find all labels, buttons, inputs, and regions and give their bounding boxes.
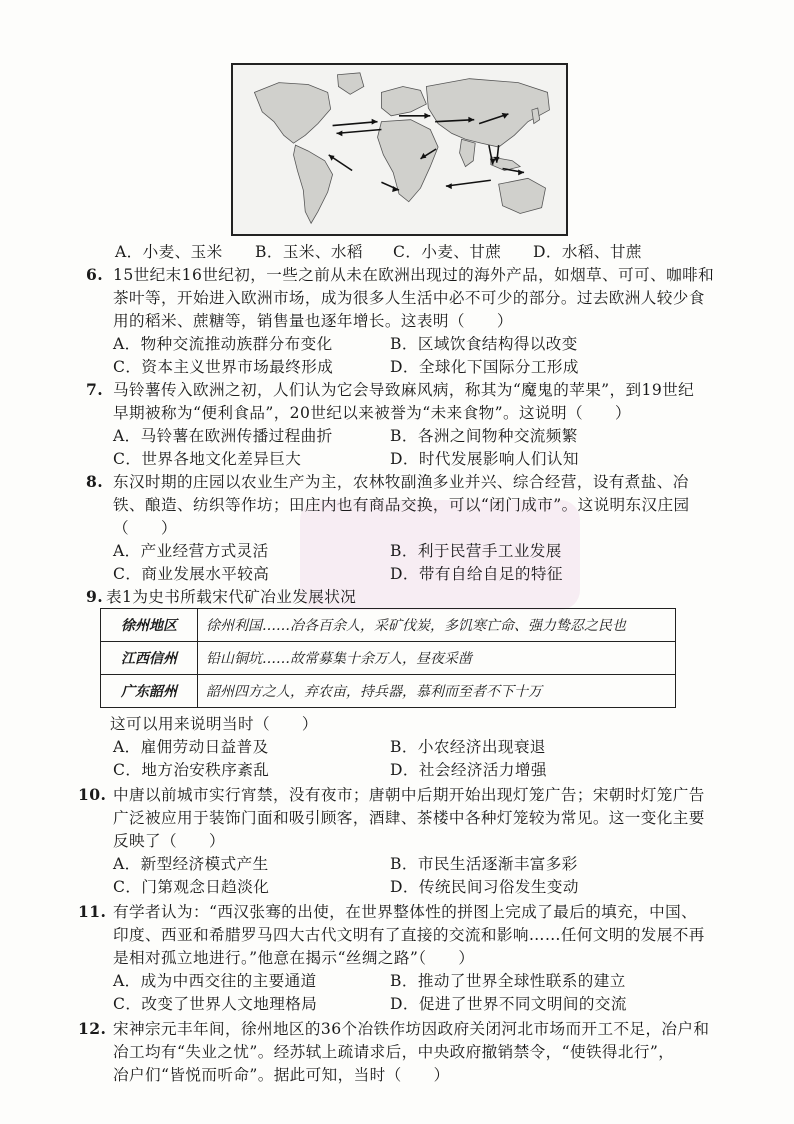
q11-option-c[interactable]: C．改变了世界人文地理格局 [113,995,318,1013]
q9-option-a[interactable]: A．雇佣劳动日益普及 [113,738,269,756]
table-cell-place: 江西信州 [101,642,198,675]
q10-line-1: 中唐以前城市实行宵禁，没有夜市；唐朝中后期开始出现灯笼广告；宋朝时灯笼广告 [113,786,705,804]
q12-line-1: 宋神宗元丰年间，徐州地区的36个冶铁作坊因政府关闭河北市场而开工不足，冶户和 [113,1020,710,1038]
q11-option-b[interactable]: B．推动了世界全球性联系的建立 [390,972,626,990]
q12-line-2: 冶工均有“失业之忧”。经苏轼上疏请求后，中央政府撤销禁令，“使铁得北行”， [113,1043,675,1061]
q9-option-c[interactable]: C．地方治安秩序紊乱 [113,761,270,779]
q10-line-3: 反映了（ ） [113,832,225,850]
table-row [101,609,676,642]
q9-source-table [100,608,676,708]
q7-line-2: 早期被称为“便利食品”，20世纪以来被誉为“未来食物”。这说明（ ） [113,404,631,422]
q8-line-1: 东汉时期的庄园以农业生产为主，农林牧副渔多业并兴、综合经营，设有煮盐、冶 [113,473,689,491]
q8-line-3: （ ） [113,519,177,537]
q10-option-b[interactable]: B．市民生活逐渐丰富多彩 [390,855,578,873]
world-map-figure [231,63,568,236]
q11-option-d[interactable]: D．促进了世界不同文明间的交流 [390,995,627,1013]
q8-number: 8. [86,472,104,491]
q6-number: 6. [86,265,104,284]
q7-line-1: 马铃薯传入欧洲之初，人们认为它会导致麻风病，称其为“魔鬼的苹果”，到19世纪 [113,381,695,399]
q5-option-b[interactable]: B．玉米、水稻 [255,243,363,261]
table-cell-place: 广东韶州 [101,675,198,708]
table-cell-text: 徐州利国……冶各百余人，采矿伐炭，多饥寒亡命、强力鸷忍之民也 [198,609,676,642]
q9-option-d[interactable]: D．社会经济活力增强 [390,761,547,779]
q6-option-b[interactable]: B．区域饮食结构得以改变 [390,335,578,353]
q11-line-1: 有学者认为：“西汉张骞的出使，在世界整体性的拼图上完成了最后的填充，中国、 [113,903,698,921]
q7-option-c[interactable]: C．世界各地文化差异巨大 [113,450,302,468]
q6-option-d[interactable]: D．全球化下国际分工形成 [390,358,579,376]
q7-number: 7. [86,380,104,399]
q6-line-2: 茶叶等，开始进入欧洲市场，成为很多人生活中必不可少的部分。过去欧洲人较少食 [113,289,705,307]
q10-option-c[interactable]: C．门第观念日趋淡化 [113,878,270,896]
table-row [101,642,676,675]
q11-line-2: 印度、西亚和希腊罗马四大古代文明有了直接的交流和影响……任何文明的发展不再 [113,926,705,944]
q10-line-2: 广泛被应用于装饰门面和吸引顾客，酒肆、茶楼中各种灯笼较为常见。这一变化主要 [113,809,705,827]
table-row [101,675,676,708]
q5-option-c[interactable]: C．小麦、甘蔗 [393,243,502,261]
q11-option-a[interactable]: A．成为中西交往的主要通道 [113,972,317,990]
q9-option-b[interactable]: B．小农经济出现衰退 [390,738,546,756]
q12-line-3: 冶户们“皆悦而听命”。据此可知，当时（ ） [113,1066,450,1084]
q6-option-a[interactable]: A．物种交流推动族群分布变化 [113,335,333,353]
q9-intro: 表1为史书所载宋代矿冶业发展状况 [106,588,357,606]
table-cell-text: 铅山铜坑……故常募集十余万人，昼夜采凿 [198,642,676,675]
q8-line-2: 铁、酿造、纺织等作坊；田庄内也有商品交换，可以“闭门成市”。这说明东汉庄园 [113,496,690,514]
world-map-illustration [233,65,566,234]
table-cell-place: 徐州地区 [101,609,198,642]
q7-option-a[interactable]: A．马铃薯在欧洲传播过程曲折 [113,427,333,445]
q11-number: 11. [78,902,107,921]
q10-option-d[interactable]: D．传统民间习俗发生变动 [390,878,579,896]
q9-stem: 这可以用来说明当时（ ） [110,715,318,733]
q6-option-c[interactable]: C．资本主义世界市场最终形成 [113,358,334,376]
q11-line-3: 是相对孤立地进行。”他意在揭示“丝绸之路”（ ） [113,949,475,967]
q6-line-3: 用的稻米、蔗糖等，销售量也逐年增长。这表明（ ） [113,312,513,330]
q8-option-c[interactable]: C．商业发展水平较高 [113,565,270,583]
q6-line-1: 15世纪末16世纪初，一些之前从未在欧洲出现过的海外产品，如烟草、可可、咖啡和 [113,266,715,284]
q5-option-a[interactable]: A．小麦、玉米 [115,243,223,261]
q9-number: 9. [86,587,104,606]
table-cell-text: 韶州四方之人，弃农亩，持兵器，慕利而至者不下十万 [198,675,676,708]
q10-option-a[interactable]: A．新型经济模式产生 [113,855,269,873]
q8-option-b[interactable]: B．利于民营手工业发展 [390,542,562,560]
q5-option-d[interactable]: D．水稻、甘蔗 [533,243,642,261]
q8-option-d[interactable]: D．带有自给自足的特征 [390,565,563,583]
q7-option-b[interactable]: B．各洲之间物种交流频繁 [390,427,578,445]
q7-option-d[interactable]: D．时代发展影响人们认知 [390,450,579,468]
q8-option-a[interactable]: A．产业经营方式灵活 [113,542,269,560]
q12-number: 12. [78,1019,107,1038]
q10-number: 10. [78,785,107,804]
